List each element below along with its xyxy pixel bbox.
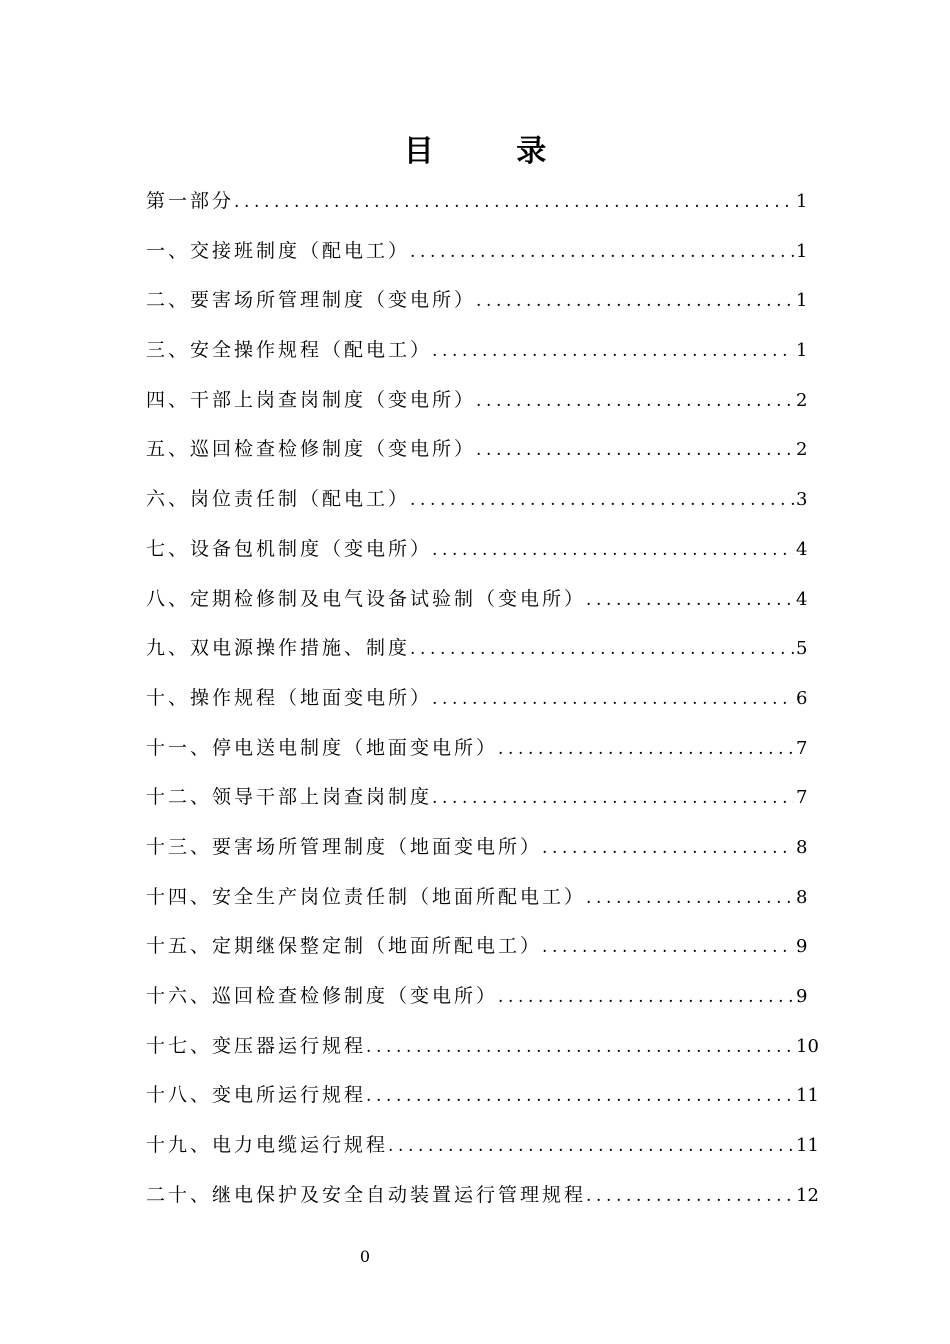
toc-entry[interactable] (146, 228, 806, 278)
toc-entry-label: 十六、巡回检查检修制度（变电所） (146, 985, 499, 1007)
toc-dot-leader (476, 278, 794, 324)
toc-entry-page: 1 (796, 340, 808, 362)
toc-entry[interactable] (146, 1023, 819, 1073)
toc-entry-page: 4 (796, 588, 808, 610)
toc-dot-leader (586, 1173, 794, 1219)
toc-entry[interactable] (146, 923, 806, 973)
toc-dot-leader (410, 477, 794, 523)
table-of-contents (146, 178, 819, 1221)
toc-dot-leader (542, 825, 794, 871)
toc-entry[interactable] (146, 824, 806, 874)
toc-entry[interactable] (146, 1172, 819, 1222)
toc-entry-page: 11 (796, 1085, 819, 1107)
toc-entry[interactable] (146, 377, 806, 427)
toc-entry-label: 七、设备包机制度（变电所） (146, 537, 433, 560)
toc-entry-page: 2 (796, 439, 808, 461)
toc-dot-leader (432, 775, 794, 821)
toc-dot-leader (498, 726, 794, 772)
toc-entry-label: 二十、继电保护及安全自动装置运行管理规程 (146, 1183, 587, 1206)
toc-entry-label: 十、操作规程（地面变电所） (146, 686, 433, 709)
toc-entry-page: 4 (796, 538, 808, 560)
toc-entry-label: 四、干部上岗查岗制度（变电所） (146, 388, 477, 411)
toc-entry[interactable] (146, 725, 806, 775)
toc-entry-page: 7 (796, 737, 808, 759)
toc-entry-page: 1 (796, 290, 808, 312)
toc-entry-page: 5 (796, 638, 808, 660)
toc-dot-leader (476, 427, 794, 473)
toc-entry-label: 第一部分 (146, 190, 235, 212)
toc-entry-label: 八、定期检修制及电气设备试验制（变电所） (146, 587, 587, 610)
toc-entry-page: 9 (796, 936, 808, 958)
toc-entry[interactable] (146, 327, 806, 377)
toc-entry-page: 1 (796, 240, 808, 262)
toc-dot-leader (432, 328, 794, 374)
toc-entry-label: 十四、安全生产岗位责任制（地面所配电工） (146, 885, 587, 908)
toc-entry-label: 九、双电源操作措施、制度 (146, 637, 411, 660)
toc-entry-label: 一、交接班制度（配电工） (146, 239, 411, 262)
toc-entry-page: 3 (796, 489, 808, 511)
toc-entry[interactable] (146, 1122, 819, 1172)
toc-dot-leader (432, 676, 794, 722)
toc-entry[interactable] (146, 1072, 819, 1122)
toc-dot-leader (498, 974, 794, 1020)
toc-entry-label: 十九、电力电缆运行规程 (146, 1134, 389, 1157)
toc-entry-label: 十八、变电所运行规程 (146, 1084, 367, 1107)
toc-entry[interactable] (146, 277, 806, 327)
toc-entry-page: 11 (796, 1135, 819, 1157)
toc-entry-label: 十七、变压器运行规程 (146, 1034, 367, 1057)
page-number: 0 (359, 1247, 371, 1266)
toc-entry-label: 十三、要害场所管理制度（地面变电所） (146, 835, 543, 858)
toc-entry-label: 十五、定期继保整定制（地面所配电工） (146, 935, 543, 958)
toc-dot-leader (432, 527, 794, 573)
toc-entry[interactable] (146, 874, 806, 924)
toc-entry[interactable] (146, 576, 806, 626)
toc-entry-label: 五、巡回检查检修制度（变电所） (146, 438, 477, 461)
toc-dot-leader (586, 577, 794, 623)
toc-dot-leader (476, 378, 794, 424)
toc-entry-label: 十一、停电送电制度（地面变电所） (146, 736, 499, 759)
toc-entry-label: 二、要害场所管理制度（变电所） (146, 289, 477, 312)
toc-entry-page: 7 (796, 787, 808, 809)
toc-entry-page: 12 (796, 1184, 819, 1206)
toc-entry-page: 8 (796, 886, 808, 908)
toc-entry-page: 9 (796, 986, 808, 1007)
toc-entry[interactable] (146, 625, 806, 675)
toc-entry-page: 6 (796, 687, 808, 709)
toc-entry-label: 三、安全操作规程（配电工） (146, 339, 433, 362)
toc-entry-label: 十二、领导干部上岗查岗制度 (146, 786, 433, 809)
toc-dot-leader (388, 1123, 794, 1169)
toc-entry[interactable] (146, 426, 806, 476)
toc-entry-page: 10 (796, 1035, 819, 1057)
toc-entry-page: 8 (796, 836, 808, 858)
toc-entry[interactable] (146, 526, 806, 576)
toc-dot-leader (542, 924, 794, 970)
toc-entry[interactable] (146, 774, 806, 824)
toc-entry[interactable] (146, 973, 806, 1023)
toc-dot-leader (410, 229, 794, 275)
toc-entry-page: 2 (796, 389, 808, 411)
toc-entry[interactable] (146, 476, 806, 526)
toc-dot-leader (410, 626, 794, 672)
toc-dot-leader (234, 179, 794, 225)
toc-dot-leader (366, 1024, 794, 1070)
toc-dot-leader (586, 875, 794, 921)
toc-title: 目 录 (403, 134, 583, 169)
toc-entry-label: 六、岗位责任制（配电工） (146, 488, 411, 511)
toc-entry[interactable] (146, 675, 806, 725)
toc-entry-page: 1 (796, 191, 808, 212)
toc-entry[interactable] (146, 178, 806, 228)
toc-dot-leader (366, 1073, 794, 1119)
